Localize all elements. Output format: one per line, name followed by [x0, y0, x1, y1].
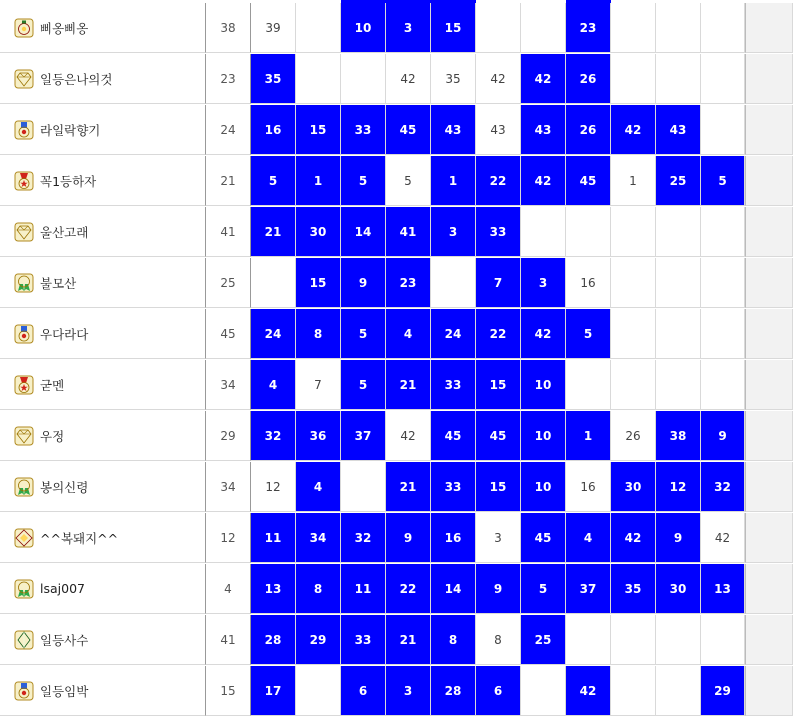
number-cell: 41 — [386, 207, 431, 257]
number-cell: 15 — [296, 105, 341, 155]
player-name[interactable]: 꼭1등하자 — [40, 173, 97, 189]
player-name-cell[interactable] — [0, 54, 206, 104]
number-cell: 24 — [431, 309, 476, 359]
number-cell: 12 — [656, 462, 701, 512]
number-cell: 32 — [341, 513, 386, 563]
number-cell: 7 — [296, 360, 341, 410]
table-row — [0, 564, 793, 615]
table-row — [0, 513, 793, 564]
number-cell: 15 — [431, 3, 476, 53]
table-row — [0, 309, 793, 360]
number-cell: 30 — [656, 564, 701, 614]
gold-ribbon-icon — [14, 477, 34, 497]
number-cell: 45 — [566, 156, 611, 206]
player-name[interactable]: 우다라다 — [40, 326, 89, 342]
number-cell: 42 — [521, 309, 566, 359]
number-cell — [701, 615, 745, 665]
number-cell — [656, 615, 701, 665]
number-cell: 15 — [296, 258, 341, 308]
number-cell: 35 — [431, 54, 476, 104]
number-cell — [476, 3, 521, 53]
number-cell: 42 — [611, 513, 656, 563]
gold-diamond-icon — [14, 426, 34, 446]
number-cell: 10 — [521, 462, 566, 512]
number-cell: 8 — [476, 615, 521, 665]
number-cell: 43 — [656, 105, 701, 155]
number-cell: 15 — [476, 462, 521, 512]
player-name-cell[interactable] — [0, 360, 206, 410]
player-name-cell[interactable] — [0, 105, 206, 155]
number-cell: 15 — [476, 360, 521, 410]
number-cell — [611, 258, 656, 308]
player-level-cell: 21 — [206, 156, 251, 206]
gold-ribbon-icon — [14, 273, 34, 293]
number-cell — [656, 207, 701, 257]
number-cell — [701, 258, 745, 308]
player-level-cell: 23 — [206, 54, 251, 104]
number-cell — [341, 462, 386, 512]
number-cell: 45 — [386, 105, 431, 155]
player-name[interactable]: ^^복돼지^^ — [40, 530, 119, 546]
number-cell — [521, 3, 566, 53]
player-level-cell: 34 — [206, 462, 251, 512]
number-cell — [566, 360, 611, 410]
number-cell: 29 — [701, 666, 745, 716]
number-cell: 21 — [386, 360, 431, 410]
player-name[interactable]: 일등은나의것 — [40, 71, 113, 87]
table-row — [0, 3, 793, 54]
number-cell: 5 — [341, 360, 386, 410]
player-level-cell: 41 — [206, 615, 251, 665]
number-cell: 21 — [386, 462, 431, 512]
table-row — [0, 360, 793, 411]
player-name-cell[interactable] — [0, 3, 206, 53]
table-row — [0, 207, 793, 258]
number-cell: 10 — [341, 3, 386, 53]
number-cell — [701, 3, 745, 53]
number-cell: 43 — [476, 105, 521, 155]
number-cell: 9 — [701, 411, 745, 461]
player-level-cell: 29 — [206, 411, 251, 461]
number-cell — [611, 360, 656, 410]
table-row — [0, 462, 793, 513]
number-cell: 25 — [521, 615, 566, 665]
table-row — [0, 258, 793, 309]
tail-cell — [745, 54, 793, 104]
number-cell: 39 — [251, 3, 296, 53]
player-level-cell: 15 — [206, 666, 251, 716]
number-cell: 42 — [386, 54, 431, 104]
player-name[interactable]: lsaj007 — [40, 581, 85, 596]
number-cell: 33 — [341, 105, 386, 155]
player-name-cell[interactable] — [0, 513, 206, 563]
gold-ribbon-icon — [14, 579, 34, 599]
number-cell: 43 — [521, 105, 566, 155]
number-cell: 33 — [476, 207, 521, 257]
number-cell — [611, 666, 656, 716]
number-cell: 11 — [341, 564, 386, 614]
number-cell — [521, 207, 566, 257]
number-cell: 1 — [431, 156, 476, 206]
player-name[interactable]: 울산고래 — [40, 224, 89, 240]
number-cell: 16 — [251, 105, 296, 155]
number-cell — [611, 54, 656, 104]
player-name[interactable]: 삐옹삐옹 — [40, 20, 89, 36]
number-cell — [701, 207, 745, 257]
number-cell — [656, 54, 701, 104]
number-cell: 28 — [431, 666, 476, 716]
number-cell: 33 — [431, 462, 476, 512]
number-cell — [611, 3, 656, 53]
number-cell: 22 — [476, 156, 521, 206]
player-name-cell[interactable] — [0, 411, 206, 461]
player-name-cell[interactable] — [0, 258, 206, 308]
number-cell — [566, 207, 611, 257]
number-cell — [566, 615, 611, 665]
number-cell: 42 — [521, 54, 566, 104]
number-cell: 3 — [386, 666, 431, 716]
player-name-cell[interactable] — [0, 564, 206, 614]
number-cell: 6 — [476, 666, 521, 716]
number-cell: 5 — [566, 309, 611, 359]
tail-cell — [745, 207, 793, 257]
player-name-cell[interactable] — [0, 207, 206, 257]
tail-cell — [745, 156, 793, 206]
player-level-cell: 41 — [206, 207, 251, 257]
number-cell: 42 — [611, 105, 656, 155]
tail-cell — [745, 615, 793, 665]
number-cell: 10 — [521, 360, 566, 410]
number-cell: 32 — [251, 411, 296, 461]
number-cell: 21 — [386, 615, 431, 665]
number-cell: 11 — [251, 513, 296, 563]
number-cell: 35 — [251, 54, 296, 104]
number-cell: 45 — [476, 411, 521, 461]
player-name[interactable]: 일등임박 — [40, 683, 89, 699]
number-cell: 23 — [386, 258, 431, 308]
table-row — [0, 54, 793, 105]
player-level-cell: 45 — [206, 309, 251, 359]
number-cell: 35 — [611, 564, 656, 614]
number-cell: 14 — [431, 564, 476, 614]
number-cell — [656, 309, 701, 359]
table-row — [0, 105, 793, 156]
tail-cell — [745, 258, 793, 308]
number-cell: 5 — [521, 564, 566, 614]
player-name[interactable]: 봉의신령 — [40, 479, 89, 495]
number-cell: 42 — [521, 156, 566, 206]
number-cell: 5 — [341, 309, 386, 359]
red-medal-icon — [14, 18, 34, 38]
number-cell — [341, 54, 386, 104]
number-cell — [296, 3, 341, 53]
tail-cell — [745, 564, 793, 614]
number-cell — [296, 666, 341, 716]
number-cell: 30 — [296, 207, 341, 257]
player-level-cell: 24 — [206, 105, 251, 155]
number-cell — [656, 360, 701, 410]
number-cell: 3 — [386, 3, 431, 53]
player-level-cell: 4 — [206, 564, 251, 614]
number-cell: 4 — [386, 309, 431, 359]
number-cell: 6 — [341, 666, 386, 716]
table-row — [0, 615, 793, 666]
number-cell: 8 — [296, 564, 341, 614]
number-cell: 43 — [431, 105, 476, 155]
number-cell: 1 — [566, 411, 611, 461]
number-cell: 9 — [476, 564, 521, 614]
number-cell: 17 — [251, 666, 296, 716]
number-cell: 5 — [701, 156, 745, 206]
number-cell: 22 — [476, 309, 521, 359]
player-name-cell[interactable] — [0, 156, 206, 206]
number-cell — [296, 54, 341, 104]
number-cell: 16 — [566, 462, 611, 512]
number-cell: 24 — [251, 309, 296, 359]
table-row — [0, 411, 793, 462]
number-cell: 9 — [341, 258, 386, 308]
number-cell: 4 — [566, 513, 611, 563]
number-cell: 32 — [701, 462, 745, 512]
star-medal-icon — [14, 375, 34, 395]
number-cell — [701, 360, 745, 410]
number-cell: 21 — [251, 207, 296, 257]
number-cell: 3 — [476, 513, 521, 563]
red-diamond-icon — [14, 528, 34, 548]
tail-cell — [745, 462, 793, 512]
tail-cell — [745, 360, 793, 410]
number-cell: 33 — [431, 360, 476, 410]
number-cell: 14 — [341, 207, 386, 257]
number-cell: 3 — [431, 207, 476, 257]
player-level-cell: 25 — [206, 258, 251, 308]
number-cell: 8 — [431, 615, 476, 665]
number-cell — [521, 666, 566, 716]
number-cell — [431, 258, 476, 308]
number-cell — [251, 258, 296, 308]
number-cell: 4 — [296, 462, 341, 512]
player-name-cell[interactable] — [0, 615, 206, 665]
player-level-cell: 34 — [206, 360, 251, 410]
number-cell — [611, 207, 656, 257]
number-cell — [701, 105, 745, 155]
number-cell: 37 — [341, 411, 386, 461]
number-cell: 4 — [251, 360, 296, 410]
number-cell: 42 — [701, 513, 745, 563]
player-name[interactable]: 불모산 — [40, 275, 77, 291]
tail-cell — [745, 309, 793, 359]
table-row — [0, 666, 793, 717]
player-name-cell[interactable] — [0, 666, 206, 716]
player-name[interactable]: 우정 — [40, 428, 65, 444]
green-diamond-icon — [14, 630, 34, 650]
player-name-cell[interactable] — [0, 462, 206, 512]
number-cell: 13 — [701, 564, 745, 614]
number-cell: 30 — [611, 462, 656, 512]
number-cell: 16 — [431, 513, 476, 563]
number-cell: 3 — [521, 258, 566, 308]
star-medal-icon — [14, 171, 34, 191]
number-cell: 5 — [386, 156, 431, 206]
tail-cell — [745, 411, 793, 461]
tail-cell — [745, 3, 793, 53]
player-name[interactable]: 라일락향기 — [40, 122, 101, 138]
blue-medal-icon — [14, 120, 34, 140]
number-cell: 26 — [566, 54, 611, 104]
number-cell: 5 — [341, 156, 386, 206]
number-cell: 22 — [386, 564, 431, 614]
number-cell: 12 — [251, 462, 296, 512]
number-cell: 1 — [296, 156, 341, 206]
number-cell: 5 — [251, 156, 296, 206]
number-cell: 10 — [521, 411, 566, 461]
blue-medal-icon — [14, 681, 34, 701]
number-cell: 38 — [656, 411, 701, 461]
number-cell: 28 — [251, 615, 296, 665]
number-cell: 23 — [566, 3, 611, 53]
number-cell: 45 — [521, 513, 566, 563]
player-name[interactable]: 굳멘 — [40, 377, 65, 393]
number-cell: 36 — [296, 411, 341, 461]
number-cell: 42 — [476, 54, 521, 104]
number-cell — [656, 258, 701, 308]
number-cell: 45 — [431, 411, 476, 461]
number-cell: 1 — [611, 156, 656, 206]
number-cell: 9 — [656, 513, 701, 563]
tail-cell — [745, 513, 793, 563]
table-row — [0, 156, 793, 207]
player-name-cell[interactable] — [0, 309, 206, 359]
number-cell: 7 — [476, 258, 521, 308]
number-cell: 25 — [656, 156, 701, 206]
blue-medal-icon — [14, 324, 34, 344]
number-cell: 16 — [566, 258, 611, 308]
gold-diamond-icon — [14, 222, 34, 242]
number-cell — [611, 309, 656, 359]
tail-cell — [745, 666, 793, 716]
player-level-cell: 38 — [206, 3, 251, 53]
number-cell: 8 — [296, 309, 341, 359]
player-name[interactable]: 일등사수 — [40, 632, 89, 648]
number-cell: 29 — [296, 615, 341, 665]
number-cell — [656, 3, 701, 53]
tail-cell — [745, 105, 793, 155]
gold-diamond-icon — [14, 69, 34, 89]
number-cell: 26 — [611, 411, 656, 461]
number-cell: 33 — [341, 615, 386, 665]
number-cell: 13 — [251, 564, 296, 614]
number-cell: 9 — [386, 513, 431, 563]
number-cell — [701, 309, 745, 359]
number-cell — [701, 54, 745, 104]
number-cell: 37 — [566, 564, 611, 614]
number-cell: 42 — [566, 666, 611, 716]
player-level-cell: 12 — [206, 513, 251, 563]
number-cell: 34 — [296, 513, 341, 563]
number-cell — [611, 615, 656, 665]
number-cell: 26 — [566, 105, 611, 155]
number-cell: 42 — [386, 411, 431, 461]
number-cell — [656, 666, 701, 716]
